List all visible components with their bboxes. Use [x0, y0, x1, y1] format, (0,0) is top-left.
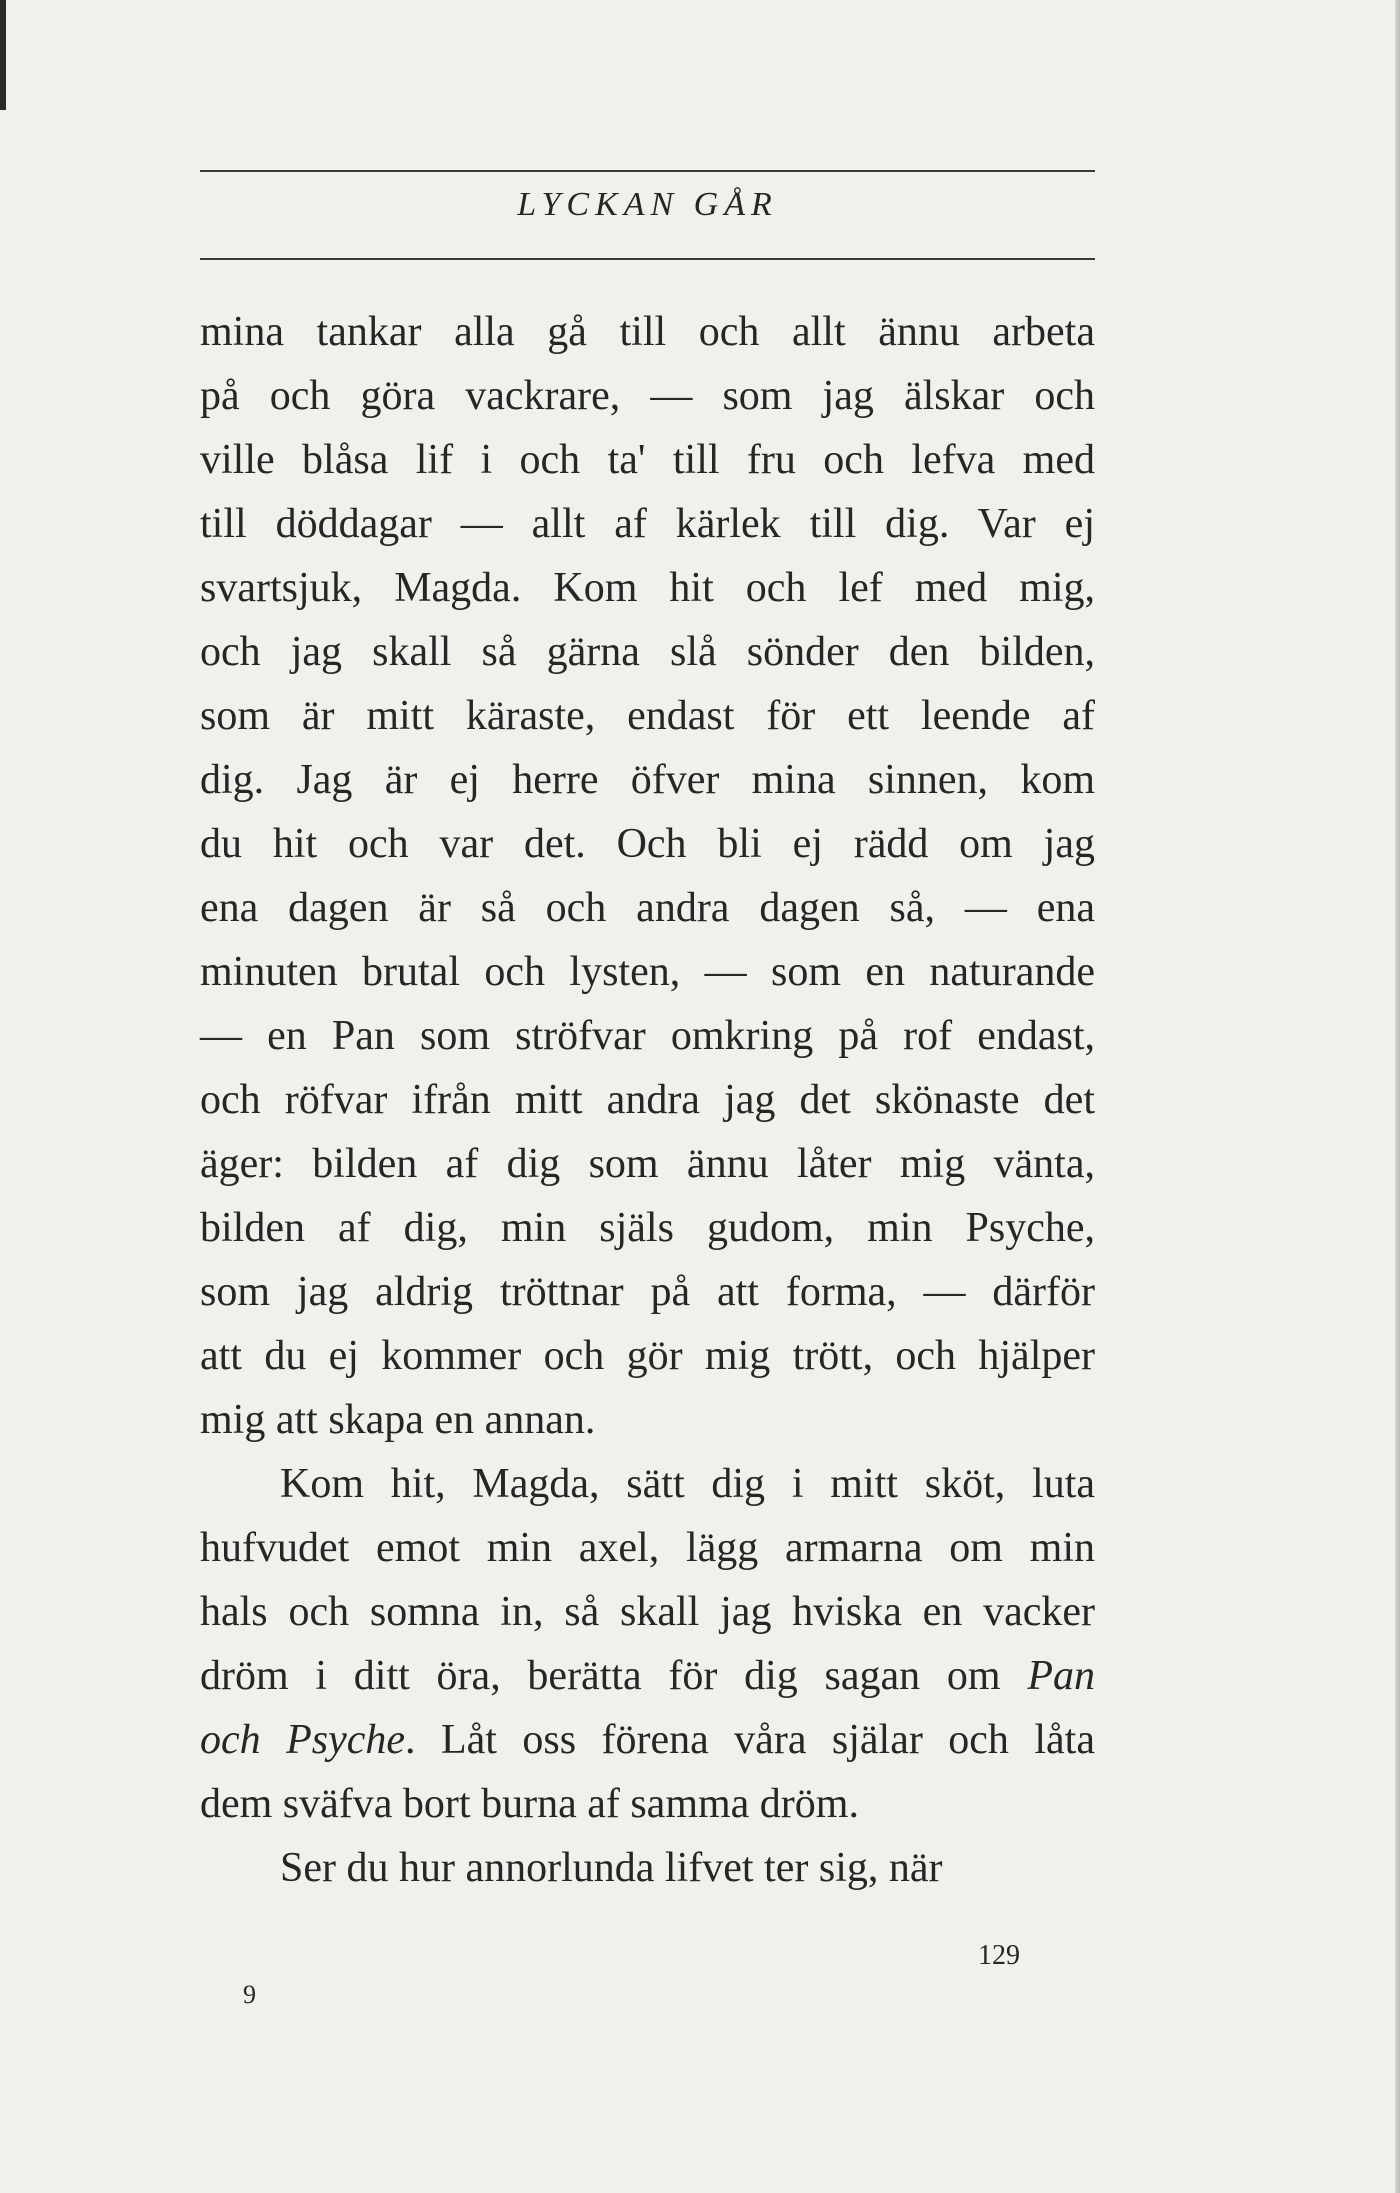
page-number: 129: [978, 1940, 1020, 1971]
text-line: — en Pan som ströfvar omkring på rof endast,: [200, 1013, 1095, 1059]
text-line: hufvudet emot min axel, lägg armarna om min: [200, 1525, 1095, 1571]
text-line: på och göra vackrare, — som jag älskar och: [200, 373, 1095, 419]
text-line: att du ej kommer och gör mig trött, och hjälper: [200, 1333, 1095, 1379]
text-line: och Psyche. Låt oss förena våra själar och låta: [200, 1717, 1095, 1763]
scan-edge-left: [0, 0, 6, 110]
text-line: Ser du hur annorlunda lifvet ter sig, när: [280, 1845, 943, 1891]
text-line: dem sväfva bort burna af samma dröm.: [200, 1781, 859, 1827]
header-rule-top: [200, 170, 1095, 172]
text-line: till döddagar — allt af kärlek till dig. Var ej: [200, 501, 1095, 547]
text-line: dröm i ditt öra, berätta för dig sagan om Pan: [200, 1653, 1095, 1699]
text-line: Kom hit, Magda, sätt dig i mitt sköt, luta: [280, 1461, 1095, 1507]
text-line: mig att skapa en annan.: [200, 1397, 596, 1443]
header-rule-bottom: [200, 258, 1095, 260]
text-line: och röfvar ifrån mitt andra jag det skönaste det: [200, 1077, 1095, 1123]
text-line: svartsjuk, Magda. Kom hit och lef med mig,: [200, 565, 1095, 611]
text-line: äger: bilden af dig som ännu låter mig vänta,: [200, 1141, 1095, 1187]
text-line: du hit och var det. Och bli ej rädd om jag: [200, 821, 1095, 867]
text-line: och jag skall så gärna slå sönder den bilden,: [200, 629, 1095, 675]
text-line: hals och somna in, så skall jag hviska en vacker: [200, 1589, 1095, 1635]
body-text: [200, 300, 1095, 1900]
text-line: ville blåsa lif i och ta' till fru och lefva med: [200, 437, 1095, 483]
signature-mark: 9: [243, 1980, 256, 2009]
running-head: LYCKAN GÅR: [517, 186, 778, 223]
text-line: ena dagen är så och andra dagen så, — ena: [200, 885, 1095, 931]
text-line: minuten brutal och lysten, — som en naturande: [200, 949, 1095, 995]
text-line: som jag aldrig tröttnar på att forma, — därför: [200, 1269, 1095, 1315]
text-line: mina tankar alla gå till och allt ännu arbeta: [200, 309, 1095, 355]
text-line: bilden af dig, min själs gudom, min Psyche,: [200, 1205, 1095, 1251]
scan-edge-right: [1395, 0, 1400, 2193]
text-line: dig. Jag är ej herre öfver mina sinnen, kom: [200, 757, 1095, 803]
text-line: som är mitt käraste, endast för ett leende af: [200, 693, 1095, 739]
